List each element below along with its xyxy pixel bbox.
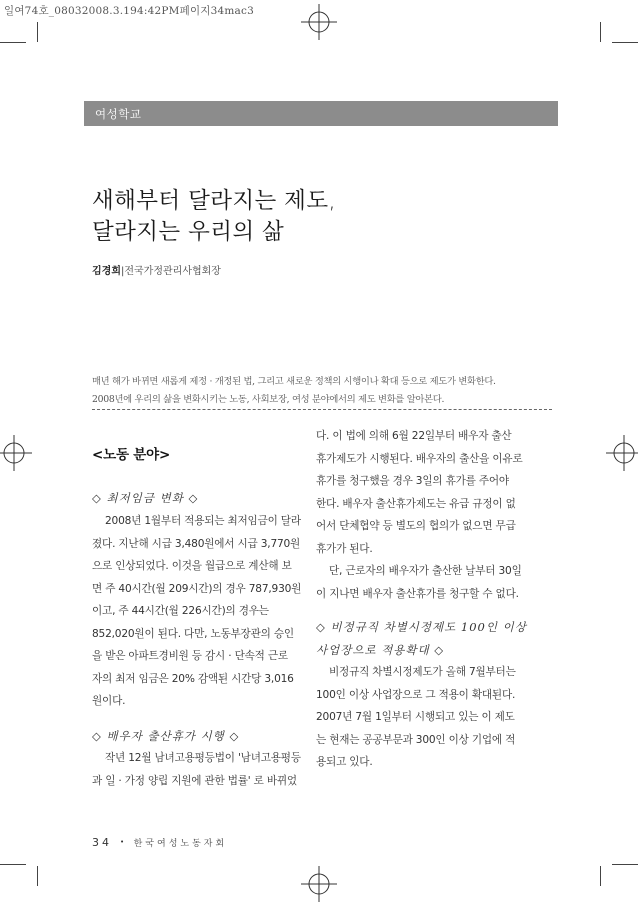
body-line: 졌다. 지난해 시급 3,480원에서 시급 3,770원 xyxy=(92,537,301,550)
intro-paragraph xyxy=(92,373,552,409)
right-column xyxy=(316,425,538,774)
body-line: 100인 이상 사업장으로 그 적용이 확대된다. xyxy=(316,688,516,701)
author-separator: | xyxy=(120,266,125,277)
dashed-divider xyxy=(92,409,552,410)
body-line: 자의 최저 임금은 20% 감액된 시간당 3,016 xyxy=(92,672,294,685)
body-line: 다. 이 법에 의해 6월 22일부터 배우자 출산 xyxy=(316,430,512,442)
section-band-label: 여성학교 xyxy=(95,107,142,121)
article-title xyxy=(92,186,336,248)
body-line: 으로 인상되었다. 이것을 월급으로 계산해 보 xyxy=(92,560,292,572)
body-line: 어서 단체협약 등 별도의 협의가 없으면 무급 xyxy=(316,520,516,532)
left-column xyxy=(92,444,302,792)
registration-mark-bottom xyxy=(299,864,339,904)
body-line: 는 현재는 공공부문과 300인 이상 기업에 적 xyxy=(316,733,516,746)
body-line: 단, 근로자의 배우자가 출산한 날부터 30일 xyxy=(329,565,522,577)
author-name: 김경희 xyxy=(92,266,121,277)
body-line: 이고, 주 44시간(월 226시간)의 경우는 xyxy=(92,605,269,617)
author-affiliation: 전국가정관리사협회장 xyxy=(124,266,221,277)
body-line: 작년 12월 남녀고용평등법이 '남녀고용평등 xyxy=(105,752,301,764)
footer-bullet: • xyxy=(120,838,126,846)
title-line: 달라지는 우리의 삶 xyxy=(92,219,285,245)
subheading-nonregular: ◇ 비정규직 차별시정제도 100인 이상 xyxy=(316,620,527,634)
body-line: 852,020원이 된다. 다만, 노동부장관의 승인 xyxy=(92,627,294,640)
footer-organization: 한국여성노동자회 xyxy=(133,839,228,849)
page-footer xyxy=(92,836,227,849)
title-line: 새해부터 달라지는 제도, xyxy=(92,188,337,214)
body-line: 비정규직 차별시정제도가 올해 7월부터는 xyxy=(329,666,516,678)
body-line: 이 지나면 배우자 출산휴가를 청구할 수 없다. xyxy=(316,587,519,600)
body-line: 2008년 1월부터 적용되는 최저임금이 달라 xyxy=(105,515,301,527)
body-line: 과 일 · 가정 양립 지원에 관한 법률' 로 바뀌었 xyxy=(92,774,297,787)
registration-mark-right xyxy=(604,433,638,473)
body-line: 휴가가 된다. xyxy=(316,542,373,555)
page-number: 34 xyxy=(92,836,112,849)
author-byline xyxy=(92,262,221,277)
registration-mark-top xyxy=(299,2,339,42)
body-line: 휴가를 청구했을 경우 3일의 휴가를 주어야 xyxy=(316,475,509,487)
subheading-min-wage: ◇ 최저임금 변화 ◇ xyxy=(92,490,199,505)
body-line: 원이다. xyxy=(92,695,126,707)
body-line: 용되고 있다. xyxy=(316,756,373,768)
registration-mark-left xyxy=(0,433,34,473)
body-line: 을 받은 아파트경비원 등 감시 · 단속적 근로 xyxy=(92,650,288,662)
body-line: 휴가제도가 시행된다. 배우자의 출산을 이유로 xyxy=(316,452,523,465)
body-line: 면 주 40시간(월 209시간)의 경우 787,930원 xyxy=(92,582,302,595)
section-band xyxy=(84,101,558,126)
intro-line: 2008년에 우리의 삶을 변화시키는 노동, 사회보장, 여성 분야에서의 제도 변화를 알아본다. xyxy=(92,394,445,405)
section-heading-labor: <노동 분야> xyxy=(92,447,171,463)
body-line: 2007년 7월 1일부터 시행되고 있는 이 제도 xyxy=(316,711,515,723)
subheading-nonregular: 사업장으로 적용확대 ◇ xyxy=(316,642,445,657)
intro-line: 매년 해가 바뀌면 새롭게 제정 · 개정된 법, 그리고 새로운 정책의 시행이나 확대 등으로 제도가 변화한다. xyxy=(92,376,496,387)
print-slug: 일여74호_08032008.3.194:42PM페이지34mac3 xyxy=(4,5,254,17)
body-line: 한다. 배우자 출산휴가제도는 유급 규정이 없 xyxy=(316,497,516,510)
subheading-spouse-leave: ◇ 배우자 출산휴가 시행 ◇ xyxy=(92,728,240,743)
